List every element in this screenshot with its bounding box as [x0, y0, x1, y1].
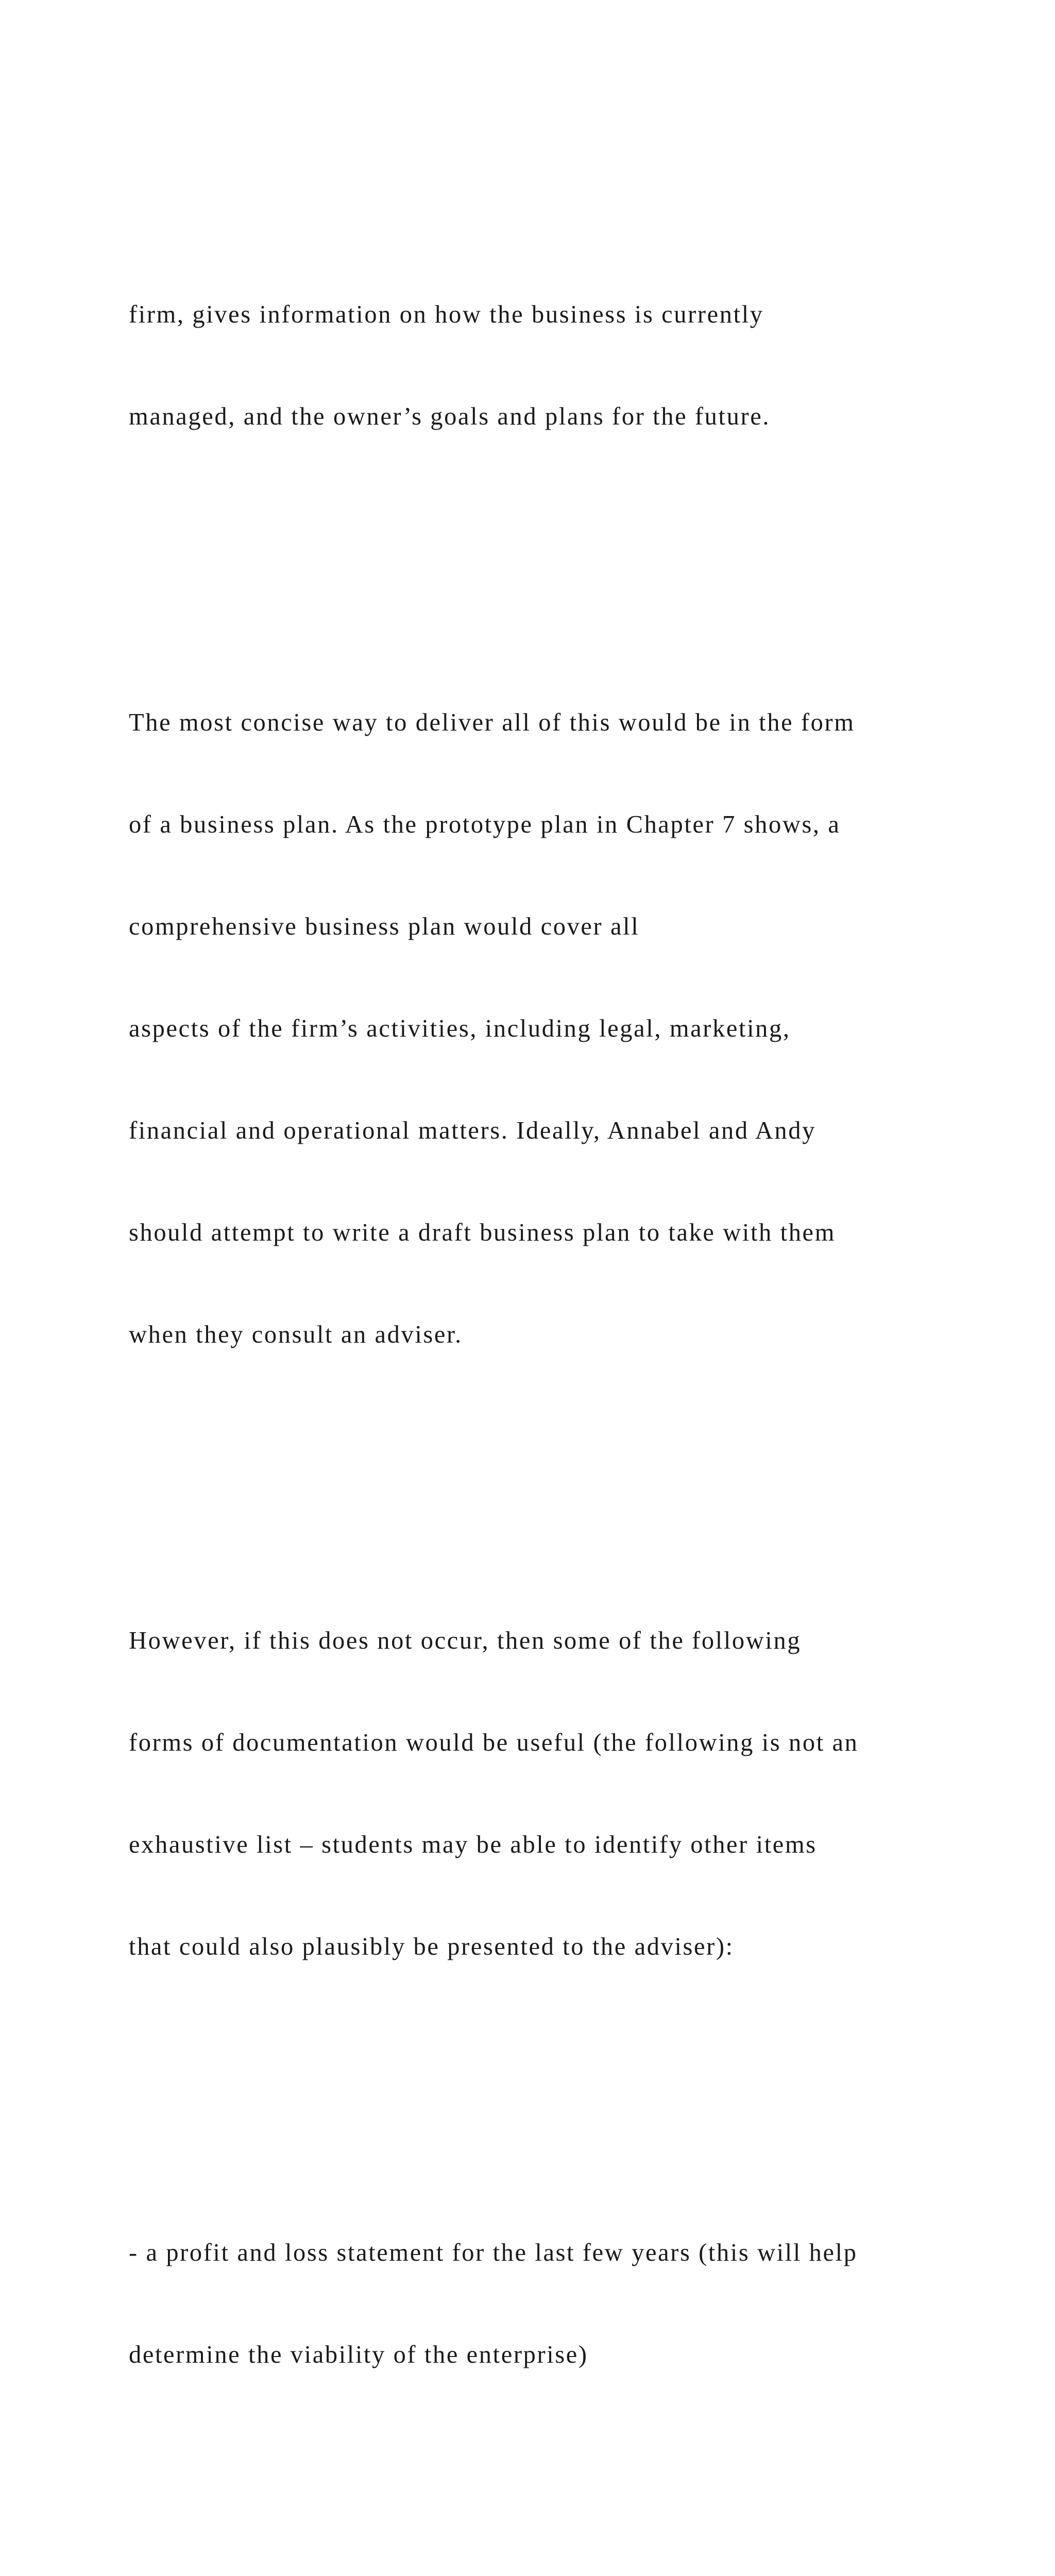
- text-line: managed, and the owner’s goals and plans for the future.: [129, 403, 771, 430]
- paragraph-business-plan: [129, 638, 963, 1420]
- text-line: that could also plausibly be presented to the adviser):: [129, 1933, 734, 1960]
- text-line: However, if this does not occur, then some of the following: [129, 1627, 802, 1654]
- document-body: [129, 128, 963, 2576]
- text-line: forms of documentation would be useful (the following is not an: [129, 1729, 859, 1756]
- list-item-profit-loss: [129, 2168, 963, 2440]
- text-line: when they consult an adviser.: [129, 1321, 463, 1348]
- text-line: of a business plan. As the prototype plan in Chapter 7 shows, a: [129, 811, 841, 838]
- text-line: exhaustive list – students may be able to identify other items: [129, 1831, 817, 1858]
- paragraph-documentation: [129, 1556, 963, 2032]
- text-line: financial and operational matters. Ideally, Annabel and Andy: [129, 1117, 816, 1144]
- text-line: - a profit and loss statement for the last few years (this will help: [129, 2239, 858, 2266]
- paragraph-intro: [129, 230, 963, 502]
- text-line: firm, gives information on how the business is currently: [129, 301, 764, 328]
- text-line: The most concise way to deliver all of this would be in the form: [129, 709, 855, 736]
- text-line: determine the viability of the enterprise): [129, 2341, 588, 2368]
- text-line: aspects of the firm’s activities, including legal, marketing,: [129, 1015, 791, 1042]
- text-line: comprehensive business plan would cover all: [129, 913, 640, 940]
- text-line: should attempt to write a draft business plan to take with them: [129, 1219, 836, 1246]
